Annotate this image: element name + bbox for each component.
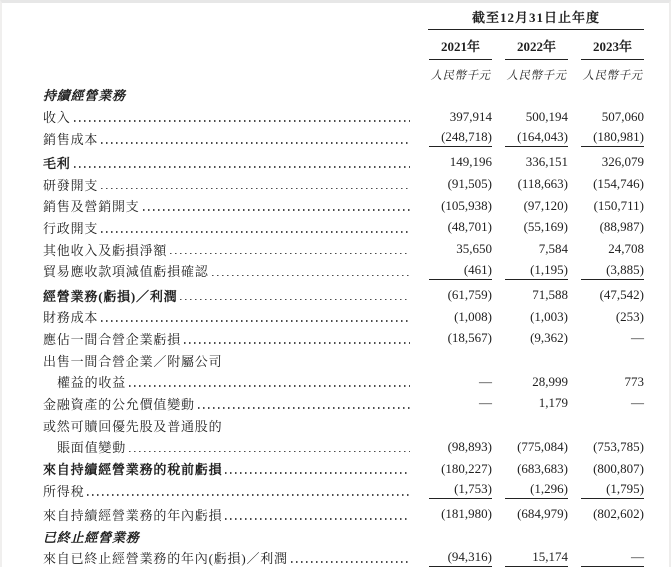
row-label: 銷售成本 [43,131,99,147]
value-cell-2023: (753,785) [593,438,644,454]
row-label: 毛利 [43,155,71,171]
value-cell-2023: — [581,549,644,567]
value-cell-2021: 149,196 [449,154,492,170]
value-cell-2023: (3,885) [581,262,644,280]
row-label: 財務成本 [43,310,99,326]
dot-leader [143,209,410,211]
dot-leader [291,561,410,563]
value-cell-2022: 7,584 [538,241,568,257]
table-row [0,479,671,501]
value-cell-2022: (1,195) [505,262,568,280]
value-cell-2021: (61,759) [447,287,492,303]
unit-label-2023: 人民幣千元 [582,70,643,82]
table-body [0,84,671,567]
value-cell-2022: (118,663) [517,176,568,192]
value-cell-2023: (150,711) [593,197,644,213]
row-label: 其他收入及虧損淨額 [43,242,168,258]
table-row [0,458,671,480]
value-cell-2021: (180,227) [441,460,492,476]
row-label: 已終止經營業務 [43,529,140,545]
column-header-2021 [429,36,492,83]
dot-leader [170,253,410,255]
unit-label-2021: 人民幣千元 [430,70,491,82]
table-row [0,504,671,526]
row-label: 收入 [43,110,71,126]
dot-leader [87,494,410,496]
row-label: 金融資產的公允價值變動 [43,396,195,412]
value-cell-2021: (248,718) [429,129,492,147]
unit-label-2022: 人民幣千元 [506,70,567,82]
table-row [0,371,671,393]
value-cell-2021: (181,980) [441,506,492,522]
dot-leader [225,472,410,474]
value-cell-2021: (461) [429,262,492,280]
value-cell-2022: (1,003) [530,308,568,324]
value-cell-2022: 500,194 [525,108,568,124]
value-cell-2023: — [631,330,644,346]
value-cell-2022: (775,084) [517,438,568,454]
dot-leader [101,142,410,144]
dot-leader [184,342,410,344]
value-cell-2023: (802,602) [593,506,644,522]
row-label: 研發開支 [43,177,99,193]
value-cell-2022: (683,683) [517,460,568,476]
value-cell-2023: (47,542) [599,287,644,303]
dot-leader [74,166,410,168]
row-label: 持續經營業務 [43,88,126,104]
value-cell-2023: (1,795) [581,481,644,499]
table-row [0,349,671,371]
value-cell-2023: 24,708 [608,241,644,257]
value-cell-2022: 1,179 [538,395,568,411]
value-cell-2021: (18,567) [447,330,492,346]
period-title-rule [428,29,644,30]
table-row [0,195,671,217]
row-label: 貿易應收款項減值虧損確認 [43,264,209,280]
dot-leader [101,320,410,322]
table-row [0,127,671,149]
value-cell-2023: (154,746) [593,176,644,192]
row-label: 行政開支 [43,220,99,236]
column-header-2023 [581,36,644,83]
table-row [0,84,671,106]
value-cell-2023: (800,807) [593,460,644,476]
value-cell-2022: 71,588 [532,287,568,303]
value-cell-2023: (253) [615,308,644,324]
value-cell-2023: 507,060 [601,108,644,124]
value-cell-2021: (94,316) [429,549,492,567]
dot-leader [129,451,410,453]
row-label: 來自已終止經營業務的年內(虧損)／利潤 [43,551,288,567]
value-cell-2021: (1,753) [429,481,492,499]
row-label: 來自持續經營業務的稅前虧損 [43,462,223,478]
row-label: 經營業務(虧損)／利潤 [43,288,178,304]
table-row [0,238,671,260]
row-label: 所得稅 [43,483,85,499]
value-cell-2022: 28,999 [532,373,568,389]
value-cell-2022: 336,151 [525,154,568,170]
value-cell-2021: 35,650 [456,241,492,257]
value-cell-2021: (98,893) [447,438,492,454]
value-cell-2022: (164,043) [505,129,568,147]
year-label-2021: 2021年 [429,36,492,60]
table-row [0,436,671,458]
table-row [0,393,671,415]
value-cell-2021: 397,914 [449,108,492,124]
dot-leader [198,407,410,409]
dot-leader [225,429,410,431]
row-label: 應佔一間合營企業虧損 [43,331,182,347]
value-cell-2021: (48,701) [447,219,492,235]
dot-leader [101,188,410,190]
dot-leader [225,364,410,366]
value-cell-2021: (105,938) [441,197,492,213]
value-cell-2021: — [479,395,492,411]
year-label-2023: 2023年 [581,36,644,60]
dot-leader [212,275,410,277]
value-cell-2022: (97,120) [523,197,568,213]
table-row [0,152,671,174]
row-label: 權益的收益 [57,375,127,391]
dot-leader [225,518,410,520]
value-cell-2023: (88,987) [599,219,644,235]
value-cell-2022: (55,169) [523,219,568,235]
table-row [0,525,671,547]
table-row [0,173,671,195]
value-cell-2022: (1,296) [505,481,568,499]
table-row [0,306,671,328]
year-label-2022: 2022年 [505,36,568,60]
column-header-2022 [505,36,568,83]
table-header [0,0,671,84]
period-title: 截至12月31日止年度 [471,10,600,25]
dot-leader [143,540,410,542]
value-cell-2023: — [631,395,644,411]
row-label: 賬面值變動 [57,440,127,456]
dot-leader [74,120,410,122]
value-cell-2023: 326,079 [601,154,644,170]
dot-leader [129,385,410,387]
value-cell-2022: 15,174 [505,549,568,567]
table-row [0,414,671,436]
row-label: 銷售及營銷開支 [43,199,140,215]
value-cell-2022: (684,979) [517,506,568,522]
dot-leader [101,231,410,233]
value-cell-2021: (91,505) [447,176,492,192]
value-cell-2022: (9,362) [530,330,568,346]
row-label: 或然可贖回優先股及普通股的 [43,418,223,434]
table-row [0,547,671,567]
row-label: 出售一間合營企業／附屬公司 [43,353,223,369]
row-label: 來自持續經營業務的年內虧損 [43,507,223,523]
value-cell-2021: — [479,373,492,389]
value-cell-2023: 773 [624,373,644,389]
table-row [0,217,671,239]
dot-leader [129,99,410,101]
table-row [0,284,671,306]
year-columns [429,36,644,83]
table-row [0,106,671,128]
dot-leader [180,299,410,301]
value-cell-2021: (1,008) [454,308,492,324]
value-cell-2023: (180,981) [581,129,644,147]
table-row [0,260,671,282]
table-row [0,328,671,350]
